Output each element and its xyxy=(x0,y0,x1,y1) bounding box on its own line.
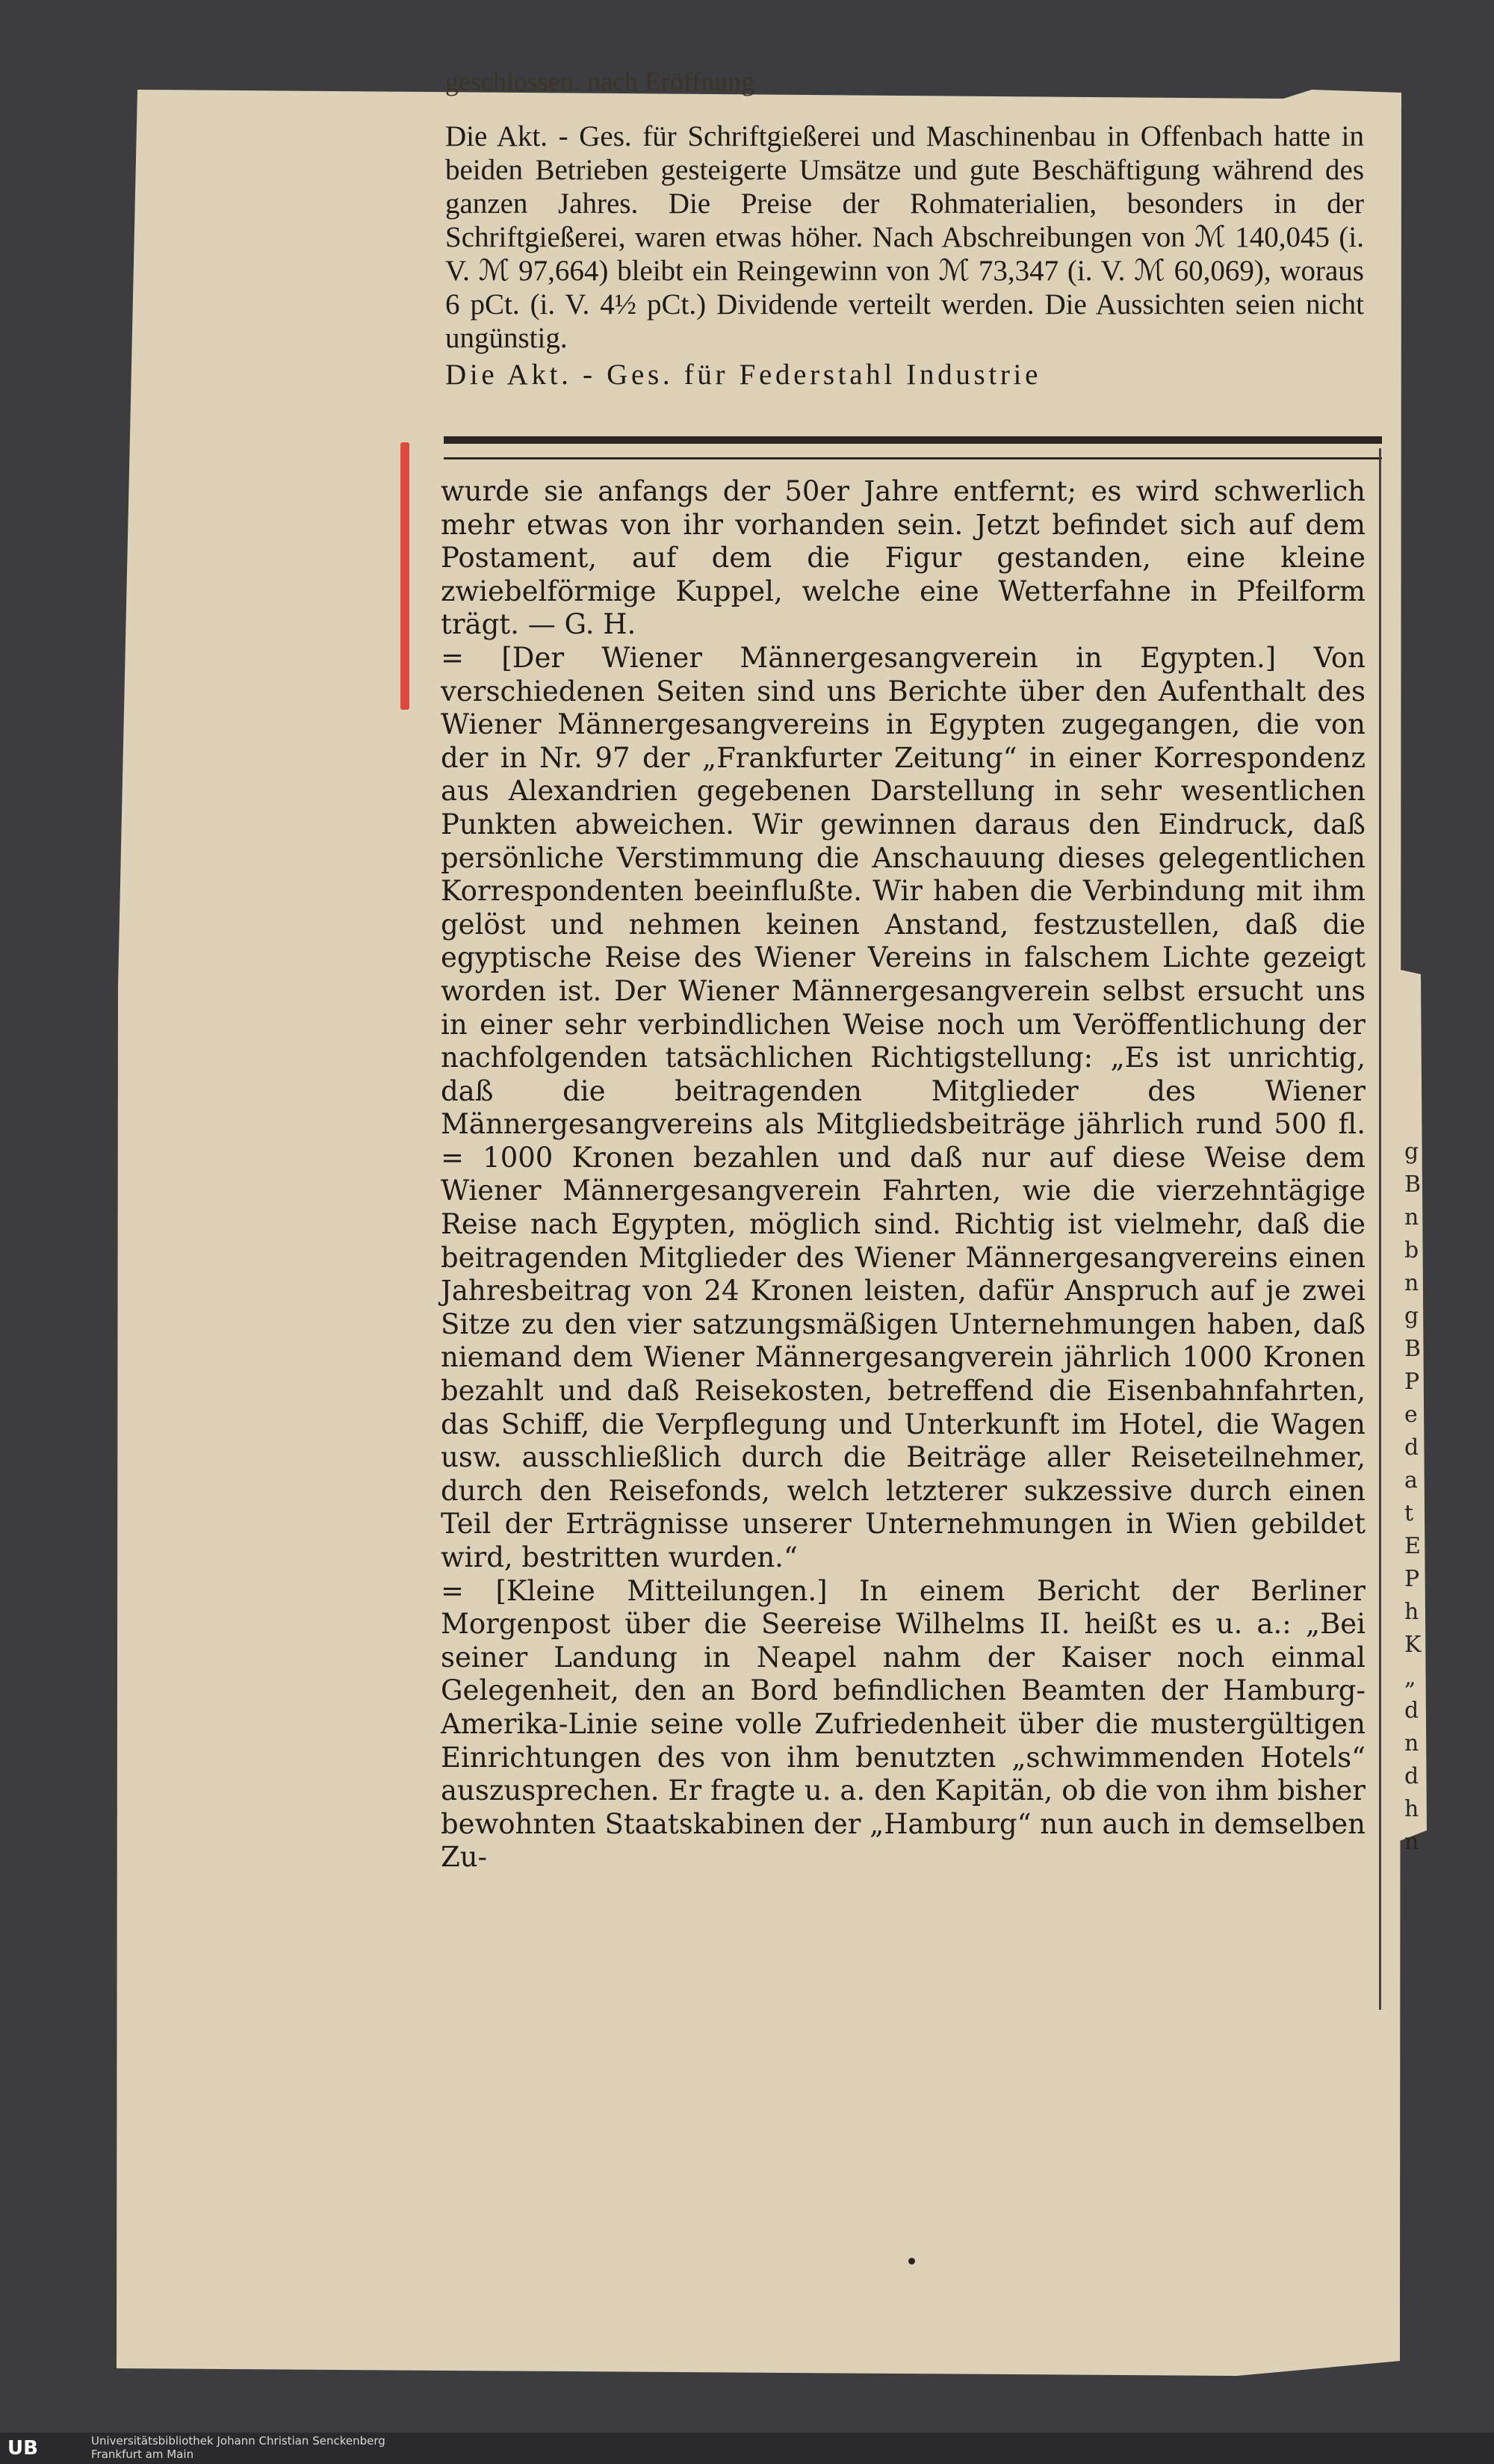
footer-line-2: Frankfurt am Main xyxy=(91,2448,194,2461)
scrap-letter: B xyxy=(1404,1336,1422,1362)
scrap-letter: P xyxy=(1404,1566,1420,1592)
scrap-letter: b xyxy=(1404,1237,1419,1263)
scrap-letter: d xyxy=(1404,1434,1419,1461)
footer-credit xyxy=(91,2434,385,2461)
scrap-letter: E xyxy=(1404,1533,1421,1559)
scrap-letter: g xyxy=(1404,1139,1419,1165)
article-feuilleton xyxy=(441,475,1366,1875)
paragraph-wiener-maennergesangverein: = [Der Wiener Männergesangverein in Egypten.] Von verschiedenen Seiten sind uns Berichte über den Aufenthalt des Wiener Männergesangvereins in Egypten zugegangen, die von der in Nr. 97 der „Frankfurter Zeitung“ in einer Korrespondenz aus Alexandrien gegebenen Darstellung in sehr wesentlichen Punkten abweichen. Wir gewinnen daraus den Eindruck, daß persönliche Verstimmung die Anschauung dieses gelegentlichen Korrespondenten beeinflußte. Wir haben die Verbindung mit ihm gelöst und nehmen keinen Anstand, festzustellen, daß die egyptische Reise des Wiener Vereins in falschem Lichte gezeigt worden ist. Der Wiener Männergesangverein selbst ersucht uns in einer sehr verbindlichen Weise noch um Veröffentlichung der nachfolgenden tatsächlichen Richtigstellung: „Es ist unrichtig, daß die beitragenden Mitglieder des Wiener Männergesangvereins als Mitgliedsbeiträge jährlich rund 500 fl. = 1000 Kronen bezahlen und daß nur auf diese Weise dem Wiener Männergesangverein Fahrten, wie die vierzehntägige Reise nach Egypten, möglich sind. Richtig ist vielmehr, daß die beitragenden Mitglieder des Wiener Männergesangvereins einen Jahresbeitrag von 24 Kronen leisten, dafür Anspruch auf je zwei Sitze zu den vier satzungsmäßigen Unternehmungen haben, daß niemand dem Wiener Männergesangverein jährlich 1000 Kronen bezahlt und daß Reisekosten, betreffend die Eisenbahnfahrten, das Schiff, die Verpflegung und Unterkunft im Hotel, die Wagen usw. ausschließlich durch die Beiträge aller Reiseteilnehmer, durch den Reisefonds, welch letzterer sukzessive durch einen Teil der Erträgnisse unserer Unternehmungen in Wien gebildet wird, bestritten wurden.“ xyxy=(441,641,1366,1573)
column-divider xyxy=(1379,448,1381,2010)
torn-top-line: geschlossen. nach Eröffnung xyxy=(445,66,755,96)
paragraph-kleine-mitteilungen: = [Kleine Mitteilungen.] In einem Bericht der Berliner Morgenpost über die Seereise Wilhelms II. heißt es u. a.: „Bei seiner Landung in Neapel nahm der Kaiser noch einmal Gelegenheit, den an Bord befindlichen Beamten der Hamburg-Amerika-Linie seine volle Zufriedenheit über die mustergültigen Einrichtungen des von ihm benutzten „schwimmenden Hotels“ auszusprechen. Er fragte u. a. den Kapitän, ob die von ihm bisher bewohnten Staatskabinen der „Hamburg“ nun auch in demselben Zu- xyxy=(441,1574,1366,1874)
red-pencil-mark xyxy=(400,442,409,710)
ink-dot xyxy=(908,2258,915,2265)
scrap-letter: d xyxy=(1404,1697,1419,1724)
section-rule-thin xyxy=(444,457,1382,459)
scrap-letter: B xyxy=(1404,1171,1422,1198)
scrap-letter: „ xyxy=(1404,1665,1416,1691)
scrap-letter: a xyxy=(1404,1467,1418,1493)
article-business-reports xyxy=(445,120,1364,391)
scrap-letter: g xyxy=(1404,1303,1419,1329)
scrap-letter: n xyxy=(1404,1270,1419,1296)
section-rule xyxy=(444,436,1382,444)
scrap-letter: d xyxy=(1404,1763,1419,1789)
adjacent-column-letters xyxy=(1404,1136,1434,1859)
scrap-letter: P xyxy=(1404,1369,1420,1395)
paragraph-postament: wurde sie anfangs der 50er Jahre entfernt; es wird schwerlich mehr etwas von ihr vorhanden sein. Jetzt befindet sich auf dem Postament, auf dem die Figur gestanden, eine kleine zwiebelförmige Kuppel, welche eine Wetterfahne in Pfeilform trägt. — G. H. xyxy=(441,475,1366,641)
scrap-letter: h xyxy=(1404,1796,1419,1822)
scrap-letter: t xyxy=(1404,1500,1414,1526)
paragraph-schriftgiesserei: Die Akt. - Ges. für Schriftgießerei und Maschinenbau in Offenbach hatte in beiden Betrieben gesteigerte Umsätze und gute Beschäftigung während des ganzen Jahres. Die Preise der Rohmaterialien, besonders in der Schriftgießerei, waren etwas höher. Nach Abschreibungen von ℳ 140,045 (i. V. ℳ 97,664) bleibt ein Reingewinn von ℳ 73,347 (i. V. ℳ 60,069), woraus 6 pCt. (i. V. 4½ pCt.) Dividende verteilt werden. Die Aussichten seien nicht ungünstig. xyxy=(445,120,1364,354)
scrap-letter: n xyxy=(1404,1730,1419,1756)
ub-logo: UB xyxy=(7,2437,38,2460)
scrap-letter: h xyxy=(1404,1599,1419,1625)
paragraph-federstahl: Die Akt. - Ges. für Federstahl Industrie xyxy=(445,359,1042,391)
scrap-letter: n xyxy=(1404,1204,1419,1231)
scrap-letter: e xyxy=(1404,1402,1418,1428)
scrap-letter: n xyxy=(1404,1829,1419,1855)
scrap-letter: K xyxy=(1404,1632,1422,1658)
footer-line-1: Universitätsbibliothek Johann Christian Senckenberg xyxy=(91,2434,385,2448)
